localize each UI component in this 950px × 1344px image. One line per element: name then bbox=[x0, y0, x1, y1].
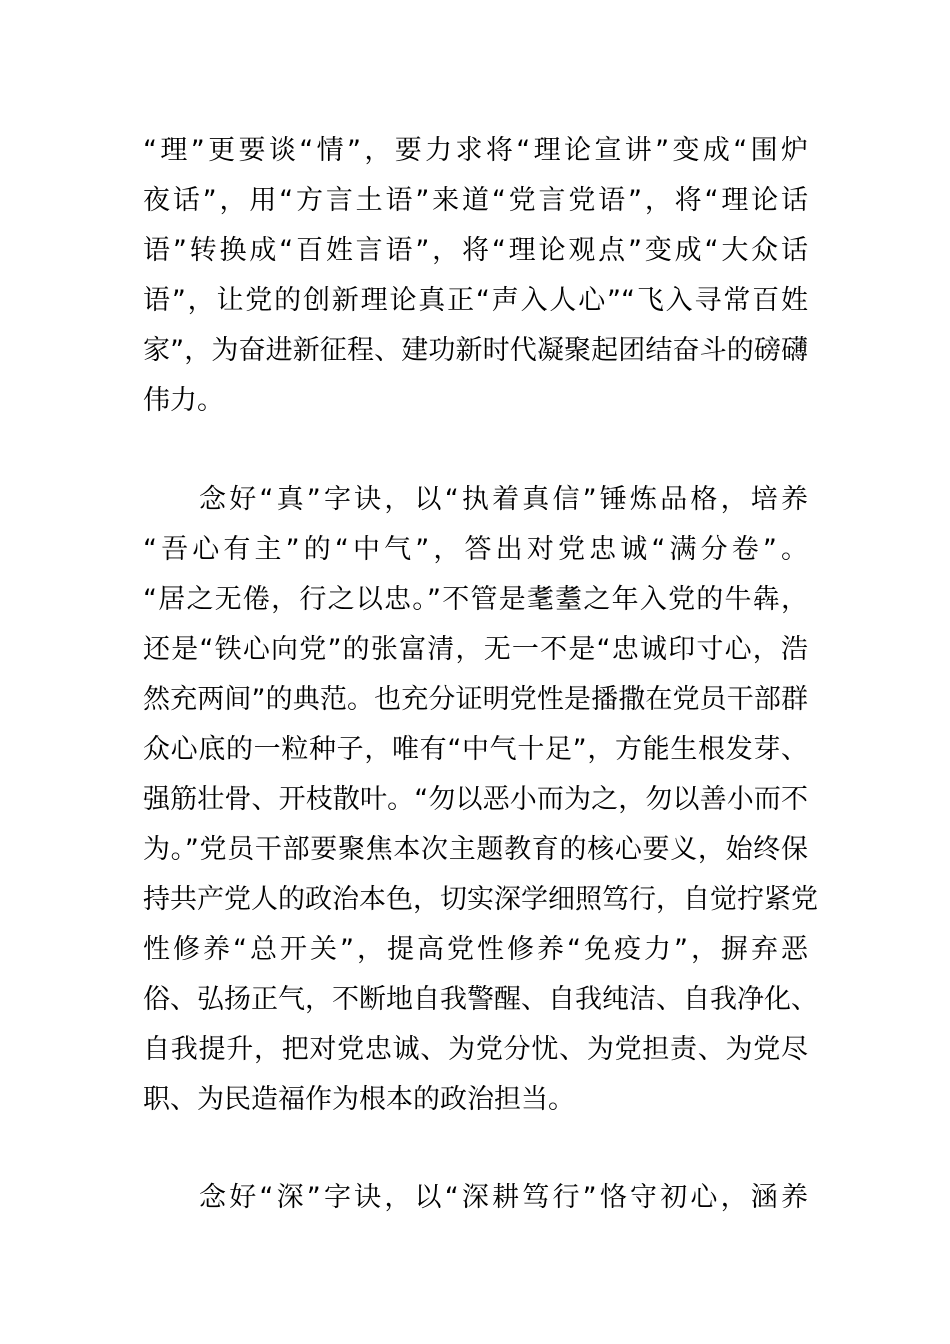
paragraph-line: “吾心有主”的“中气”，答出对党忠诚“满分卷”。 bbox=[143, 534, 808, 565]
paragraph-line: 自我提升，把对党忠诚、为党分忧、为党担责、为党尽 bbox=[143, 1034, 808, 1065]
paragraph-line: 性修养“总开关”，提高党性修养“免疫力”，摒弃恶 bbox=[143, 934, 808, 965]
paragraph-line: 持共产党人的政治本色，切实深学细照笃行，自觉拧紧党 bbox=[143, 884, 818, 915]
paragraph-line: 念好“深”字诀，以“深耕笃行”恪守初心，涵养 bbox=[199, 1182, 808, 1213]
paragraph-line: 众心底的一粒种子，唯有“中气十足”，方能生根发芽、 bbox=[143, 734, 808, 765]
paragraph-line: 念好“真”字诀，以“执着真信”锤炼品格，培养 bbox=[199, 484, 808, 515]
paragraph-line: 夜话”，用“方言土语”来道“党言党语”，将“理论话 bbox=[143, 185, 808, 216]
paragraph-line: 俗、弘扬正气，不断地自我警醒、自我纯洁、自我净化、 bbox=[143, 984, 818, 1015]
paragraph-line: 语”转换成“百姓言语”，将“理论观点”变成“大众话 bbox=[143, 235, 808, 266]
paragraph-line: 还是“铁心向党”的张富清，无一不是“忠诚印寸心，浩 bbox=[143, 634, 808, 665]
paragraph-line: 强筋壮骨、开枝散叶。“勿以恶小而为之，勿以善小而不 bbox=[143, 784, 808, 815]
paragraph-line: 语”，让党的创新理论真正“声入人心”“飞入寻常百姓 bbox=[143, 285, 808, 316]
paragraph-line: 家”，为奋进新征程、建功新时代凝聚起团结奋斗的磅礴 bbox=[143, 335, 808, 366]
paragraph-line: 然充两间”的典范。也充分证明党性是播撒在党员干部群 bbox=[143, 684, 808, 715]
paragraph-line: 职、为民造福作为根本的政治担当。 bbox=[143, 1084, 575, 1115]
paragraph-line: “理”更要谈“情”，要力求将“理论宣讲”变成“围炉 bbox=[143, 135, 808, 166]
paragraph-line: 为。”党员干部要聚焦本次主题教育的核心要义，始终保 bbox=[143, 834, 808, 865]
paragraph-line: 伟力。 bbox=[143, 385, 224, 416]
paragraph-line: “居之无倦，行之以忠。”不管是耄耋之年入党的牛犇， bbox=[143, 584, 808, 615]
